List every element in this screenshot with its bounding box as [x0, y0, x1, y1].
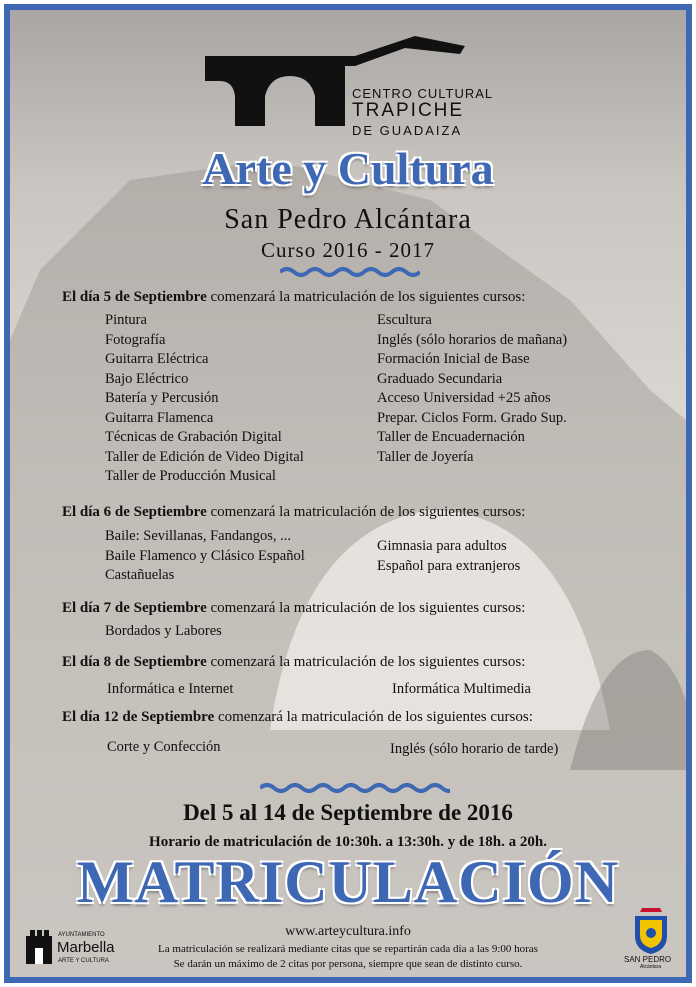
marbella-crest-icon	[24, 930, 54, 966]
list-item: Guitarra Flamenca	[105, 409, 214, 426]
website-link[interactable]: www.arteycultura.info	[285, 924, 411, 939]
list-item: Inglés (sólo horarios de mañana)	[377, 331, 568, 348]
list-item: Taller de Edición de Video Digital	[105, 448, 304, 465]
list-item: Prepar. Ciclos Form. Grado Sup.	[377, 409, 567, 426]
list-item: Inglés (sólo horario de tarde)	[390, 741, 559, 757]
logo-line-2: TRAPICHE	[352, 100, 465, 121]
san-pedro-crest-icon	[632, 908, 670, 954]
list-item: Informática Multimedia	[392, 681, 531, 697]
list-item: Técnicas de Grabación Digital	[105, 429, 282, 445]
curso-label: Curso 2016 - 2017	[261, 238, 435, 262]
list-item: Gimnasia para adultos	[377, 538, 507, 554]
san-pedro-label: SAN PEDRO	[624, 955, 672, 964]
section-8-left-list	[107, 680, 233, 700]
subtitle: San Pedro Alcántara	[224, 204, 472, 235]
section-heading-6: El día 6 de Septiembre comenzará la matriculación de los siguientes cursos:	[62, 504, 526, 520]
section-7-left-list	[105, 622, 222, 642]
section-5-left-list	[105, 311, 304, 487]
list-item: Acceso Universidad +25 años	[377, 390, 551, 406]
list-item: Informática e Internet	[107, 681, 234, 697]
list-item: Castañuelas	[105, 567, 175, 583]
section-12-left-list	[107, 738, 221, 758]
section-heading-5: El día 5 de Septiembre comenzará la matriculación de los siguientes cursos:	[62, 289, 526, 305]
list-item: Taller de Encuadernación	[377, 429, 525, 445]
list-item: Pintura	[105, 312, 147, 328]
horario-line: Horario de matriculación de 10:30h. a 13:30h. y de 18h. a 20h.	[149, 834, 547, 850]
list-item: Corte y Confección	[107, 739, 221, 755]
section-6-left-list	[105, 527, 305, 586]
wave-divider-bottom	[260, 782, 450, 794]
note-line-1: La matriculación se realizará mediante citas que se repartirán cada día a las 9:00 horas	[158, 943, 538, 955]
marbella-top-label: AYUNTAMIENTO	[58, 932, 105, 938]
list-item: Español para extranjeros	[377, 557, 521, 574]
marbella-bottom-label: ARTE Y CULTURA	[58, 958, 109, 964]
note-line-2: Se darán un máximo de 2 citas por persona, siempre que sean de distinto curso.	[173, 958, 523, 970]
section-heading-7: El día 7 de Septiembre comenzará la matriculación de los siguientes cursos:	[62, 600, 526, 616]
list-item: Batería y Percusión	[105, 390, 219, 406]
poster-frame	[4, 4, 692, 983]
list-item: Bajo Eléctrico	[105, 370, 189, 387]
list-item: Taller de Joyería	[377, 448, 474, 465]
section-heading-12: El día 12 de Septiembre comenzará la matriculación de los siguientes cursos:	[62, 709, 533, 725]
list-item: Taller de Producción Musical	[105, 468, 276, 484]
section-12-right-list	[390, 740, 558, 760]
logo-line-1: CENTRO CULTURAL	[352, 86, 494, 101]
list-item: Fotografía	[105, 331, 166, 348]
section-6-right-list	[377, 537, 520, 576]
list-item: Graduado Secundaria	[377, 370, 503, 387]
list-item: Baile Flamenco y Clásico Español	[105, 547, 305, 564]
list-item: Guitarra Eléctrica	[105, 351, 209, 367]
wave-divider-top	[280, 266, 420, 278]
logo-line-3: DE GUADAIZA	[352, 123, 463, 138]
section-heading-8: El día 8 de Septiembre comenzará la matriculación de los siguientes cursos:	[62, 654, 526, 670]
section-5-right-list	[377, 311, 567, 467]
list-item: Bordados y Labores	[105, 623, 222, 639]
section-8-right-list	[392, 680, 531, 700]
matriculacion-heading: MATRICULACIÓN	[77, 849, 619, 915]
list-item: Baile: Sevillanas, Fandangos, ...	[105, 528, 292, 544]
san-pedro-bottom-label: Alcántara	[640, 964, 662, 970]
main-title: Arte y Cultura	[202, 143, 494, 194]
list-item: Formación Inicial de Base	[377, 351, 530, 367]
list-item: Escultura	[377, 312, 432, 328]
dates-line: Del 5 al 14 de Septiembre de 2016	[183, 800, 513, 825]
marbella-name: Marbella	[57, 939, 115, 956]
